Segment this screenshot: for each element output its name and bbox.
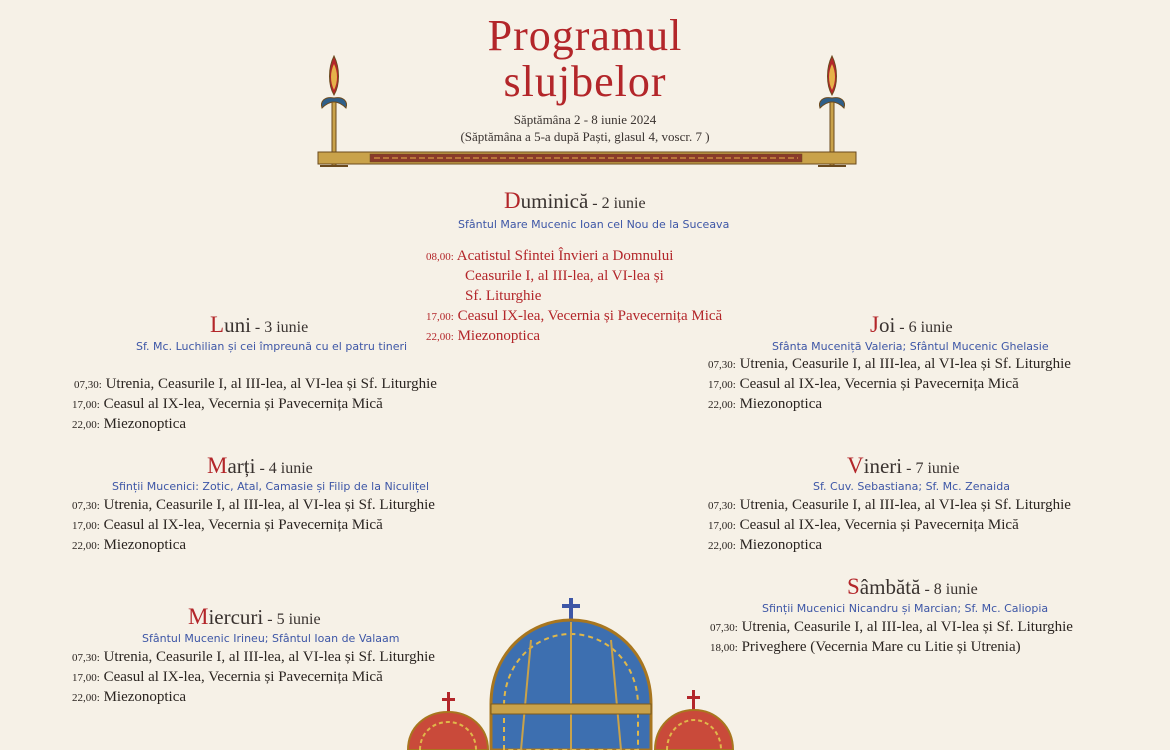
schedule-line: Sf. Liturghie	[465, 288, 542, 304]
day-heading-luni: Luni - 3 iunie	[210, 312, 309, 337]
day-heading-joi: Joi - 6 iunie	[870, 312, 953, 337]
schedule-line: 22,00: Miezonoptica	[72, 416, 187, 432]
page-title-line1: Programul	[487, 11, 683, 60]
week-range: Săptămâna 2 - 8 iunie 2024	[513, 112, 657, 127]
schedule-line: 07,30: Utrenia, Ceasurile I, al III-lea, al VI-lea și Sf. Liturghie	[708, 356, 1071, 372]
schedule-line: 07,30: Utrenia, Ceasurile I, al III-lea, al VI-lea și Sf. Liturghie	[72, 497, 435, 513]
page-title-line2: slujbelor	[503, 57, 667, 106]
day-name: uminică	[520, 189, 589, 213]
schedule-line: 08,00: Acatistul Sfintei Învieri a Domnului	[426, 248, 674, 264]
schedule-line: 22,00: Miezonoptica	[72, 537, 187, 553]
schedule-line: 17,00: Ceasul al IX-lea, Vecernia și Pavecernița Mică	[72, 517, 383, 533]
schedule-line: 07,30: Utrenia, Ceasurile I, al III-lea, al VI-lea și Sf. Liturghie	[72, 649, 435, 665]
schedule-line: 22,00: Miezonoptica	[708, 396, 823, 412]
schedule-line: 17,00: Ceasul al IX-lea, Vecernia și Pavecernița Mică	[708, 517, 1019, 533]
schedule-line: 18,00: Priveghere (Vecernia Mare cu Litie și Utrenia)	[710, 639, 1021, 655]
schedule-line: 17,00: Ceasul IX-lea, Vecernia și Pavecernița Mică	[426, 308, 723, 324]
saint-vineri: Sf. Cuv. Sebastiana; Sf. Mc. Zenaida	[813, 480, 1010, 493]
church-domes-icon	[400, 592, 770, 750]
schedule-line: 17,00: Ceasul al IX-lea, Vecernia și Pavecernița Mică	[72, 669, 383, 685]
schedule-line: Ceasurile I, al III-lea, al VI-lea și	[465, 268, 664, 284]
saint-luni: Sf. Mc. Luchilian și cei împreună cu el patru tineri	[136, 340, 408, 353]
schedule-line: 07,30: Utrenia, Ceasurile I, al III-lea, al VI-lea și Sf. Liturghie	[708, 497, 1071, 513]
flower-ornament-left-icon	[320, 56, 348, 166]
saint-marti: Sfinții Mucenici: Zotic, Atal, Camasie și Filip de la Niculițel	[112, 480, 430, 493]
day-heading-duminica	[504, 188, 646, 214]
schedule-line: 17,00: Ceasul al IX-lea, Vecernia și Pavecernița Mică	[72, 396, 383, 412]
day-date: - 2 iunie	[588, 195, 646, 212]
week-note: (Săptămâna a 5-a după Paști, glasul 4, voscr. 7 )	[460, 129, 710, 144]
saint-duminica: Sfântul Mare Mucenic Ioan cel Nou de la Suceava	[458, 218, 730, 231]
day-heading-sambata: Sâmbătă - 8 iunie	[847, 574, 978, 599]
ornamental-frame-icon	[312, 40, 862, 172]
day-heading-miercuri: Miercuri - 5 iunie	[188, 604, 321, 629]
schedule-line: 22,00: Miezonoptica	[426, 328, 541, 344]
schedule-line: 07,30: Utrenia, Ceasurile I, al III-lea, al VI-lea și Sf. Liturghie	[710, 619, 1073, 635]
schedule-line: 22,00: Miezonoptica	[72, 689, 187, 705]
day-initial: D	[504, 188, 521, 213]
schedule-line: 07,30: Utrenia, Ceasurile I, al III-lea, al VI-lea și Sf. Liturghie	[74, 376, 437, 392]
flower-ornament-right-icon	[818, 56, 846, 166]
day-heading-vineri: Vineri - 7 iunie	[847, 453, 960, 478]
day-heading-marti: Marți - 4 iunie	[207, 453, 313, 478]
saint-sambata: Sfinții Mucenici Nicandru și Marcian; Sf. Mc. Caliopia	[762, 602, 1049, 615]
schedule-line: 17,00: Ceasul al IX-lea, Vecernia și Pavecernița Mică	[708, 376, 1019, 392]
saint-joi: Sfânta Muceniță Valeria; Sfântul Mucenic Ghelasie	[772, 340, 1049, 353]
saint-miercuri: Sfântul Mucenic Irineu; Sfântul Ioan de Valaam	[142, 632, 400, 645]
schedule-line: 22,00: Miezonoptica	[708, 537, 823, 553]
